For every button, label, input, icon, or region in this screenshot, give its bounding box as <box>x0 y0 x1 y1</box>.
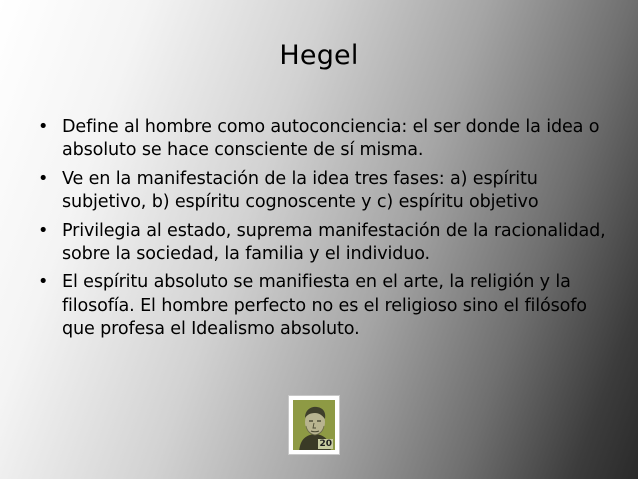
slide-title: Hegel <box>279 40 359 71</box>
bullet-item <box>38 271 623 341</box>
bullet-item <box>38 168 623 215</box>
stamp-picture <box>293 400 335 450</box>
bullet-text: Define al hombre como autoconciencia: el ser donde la idea o absoluto se hace consciente de sí misma. <box>62 117 600 161</box>
bullet-icon: • <box>38 168 49 189</box>
bullet-text: Ve en la manifestación de la idea tres fases: a) espíritu subjetivo, b) espíritu cognoscente y c) espíritu objetivo <box>62 168 539 213</box>
bullet-icon: • <box>38 220 49 241</box>
bullet-text: Privilegia al estado, suprema manifestación de la racionalidad, sobre la sociedad, la familia y el individuo. <box>62 220 606 265</box>
bullet-text: El espíritu absoluto se manifiesta en el arte, la religión y la filosofía. El hombre perfecto no es el religioso sino el filósofo que profesa el Idealismo absoluto. <box>62 272 587 340</box>
bullet-item <box>38 220 623 267</box>
bullet-list <box>38 116 623 347</box>
portrait-stamp-image <box>288 395 340 455</box>
stamp-value: 20 <box>319 439 332 449</box>
bullet-icon: • <box>38 272 49 293</box>
bullet-item <box>38 116 623 163</box>
bullet-icon: • <box>38 117 49 137</box>
